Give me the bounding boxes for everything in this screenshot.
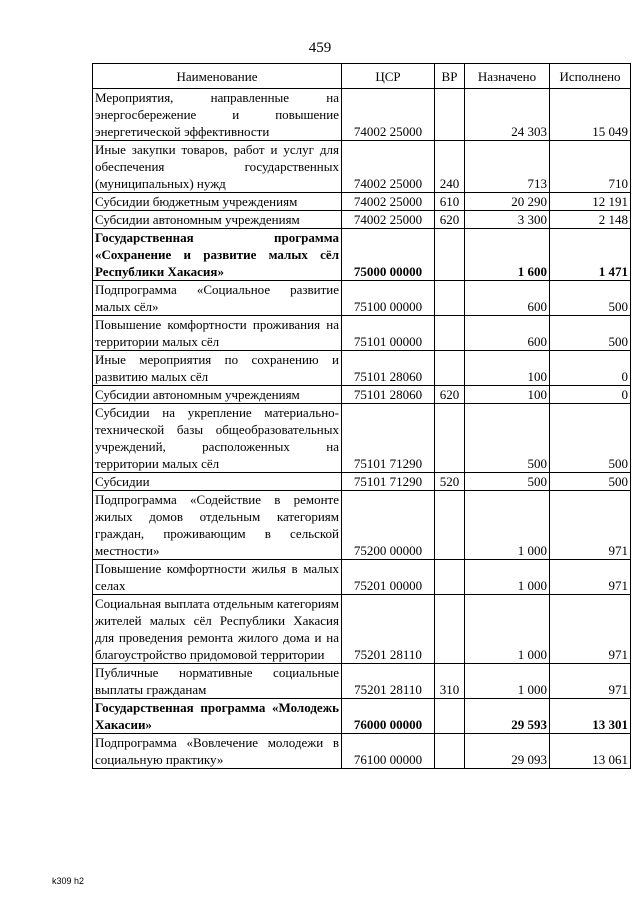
table-row bbox=[93, 491, 631, 560]
cell-csr: 74002 25000 bbox=[342, 193, 435, 211]
cell-done: 971 bbox=[550, 560, 631, 595]
cell-name: Социальная выплата отдельным категориям жителей малых сёл Республики Хакасия для проведения ремонта жилого дома и на благоустройство придомовой территории bbox=[93, 595, 342, 664]
cell-vr: 240 bbox=[435, 141, 465, 193]
cell-assigned: 500 bbox=[465, 404, 550, 473]
cell-assigned: 24 303 bbox=[465, 89, 550, 141]
cell-vr bbox=[435, 491, 465, 560]
cell-csr: 75101 28060 bbox=[342, 386, 435, 404]
cell-csr: 74002 25000 bbox=[342, 211, 435, 229]
cell-assigned: 29 593 bbox=[465, 699, 550, 734]
table-row bbox=[93, 193, 631, 211]
table-row bbox=[93, 141, 631, 193]
cell-name: Субсидии автономным учреждениям bbox=[93, 211, 342, 229]
cell-done: 971 bbox=[550, 664, 631, 699]
cell-csr: 75200 00000 bbox=[342, 491, 435, 560]
footer-code: k309 h2 bbox=[52, 876, 85, 886]
cell-vr: 520 bbox=[435, 473, 465, 491]
cell-csr: 74002 25000 bbox=[342, 141, 435, 193]
cell-assigned: 1 000 bbox=[465, 595, 550, 664]
table-row bbox=[93, 386, 631, 404]
header-vr: ВР bbox=[435, 64, 465, 89]
cell-name: Субсидии на укрепление материально-технической базы общеобразовательных учреждений, расположенных на территории малых сёл bbox=[93, 404, 342, 473]
cell-name: Иные закупки товаров, работ и услуг для обеспечения государственных (муниципальных) нужд bbox=[93, 141, 342, 193]
cell-done: 500 bbox=[550, 281, 631, 316]
cell-assigned: 500 bbox=[465, 473, 550, 491]
cell-assigned: 100 bbox=[465, 386, 550, 404]
cell-vr: 310 bbox=[435, 664, 465, 699]
header-csr: ЦСР bbox=[342, 64, 435, 89]
cell-csr: 75101 71290 bbox=[342, 473, 435, 491]
cell-done: 13 061 bbox=[550, 734, 631, 769]
table-body bbox=[93, 89, 631, 769]
table-row bbox=[93, 699, 631, 734]
cell-vr bbox=[435, 281, 465, 316]
cell-vr bbox=[435, 316, 465, 351]
table-header-row bbox=[93, 64, 631, 89]
cell-vr bbox=[435, 89, 465, 141]
header-name: Наименование bbox=[93, 64, 342, 89]
cell-done: 500 bbox=[550, 316, 631, 351]
cell-done: 971 bbox=[550, 491, 631, 560]
cell-vr: 620 bbox=[435, 386, 465, 404]
table-row bbox=[93, 211, 631, 229]
cell-done: 13 301 bbox=[550, 699, 631, 734]
cell-csr: 75000 00000 bbox=[342, 229, 435, 281]
cell-assigned: 1 600 bbox=[465, 229, 550, 281]
cell-done: 2 148 bbox=[550, 211, 631, 229]
page-number: 459 bbox=[308, 40, 332, 56]
cell-done: 971 bbox=[550, 595, 631, 664]
table-row bbox=[93, 404, 631, 473]
cell-csr: 75101 00000 bbox=[342, 316, 435, 351]
table-row bbox=[93, 316, 631, 351]
cell-assigned: 29 093 bbox=[465, 734, 550, 769]
cell-csr: 75100 00000 bbox=[342, 281, 435, 316]
cell-name: Государственная программа «Молодежь Хакасии» bbox=[93, 699, 342, 734]
cell-assigned: 600 bbox=[465, 316, 550, 351]
cell-assigned: 600 bbox=[465, 281, 550, 316]
cell-name: Иные мероприятия по сохранению и развитию малых сёл bbox=[93, 351, 342, 386]
table-row bbox=[93, 734, 631, 769]
cell-done: 15 049 bbox=[550, 89, 631, 141]
cell-assigned: 1 000 bbox=[465, 664, 550, 699]
header-assigned: Назначено bbox=[465, 64, 550, 89]
cell-vr: 620 bbox=[435, 211, 465, 229]
cell-name: Субсидии автономным учреждениям bbox=[93, 386, 342, 404]
budget-table bbox=[92, 63, 631, 769]
cell-csr: 75101 28060 bbox=[342, 351, 435, 386]
cell-vr bbox=[435, 351, 465, 386]
cell-done: 500 bbox=[550, 404, 631, 473]
cell-vr bbox=[435, 404, 465, 473]
cell-assigned: 3 300 bbox=[465, 211, 550, 229]
cell-name: Мероприятия, направленные на энергосбережение и повышение энергетической эффективности bbox=[93, 89, 342, 141]
cell-csr: 75201 28110 bbox=[342, 595, 435, 664]
cell-name: Субсидии бюджетным учреждениям bbox=[93, 193, 342, 211]
cell-vr bbox=[435, 229, 465, 281]
cell-done: 1 471 bbox=[550, 229, 631, 281]
table-row bbox=[93, 351, 631, 386]
cell-csr: 75201 28110 bbox=[342, 664, 435, 699]
cell-vr bbox=[435, 699, 465, 734]
cell-name: Субсидии bbox=[93, 473, 342, 491]
cell-done: 500 bbox=[550, 473, 631, 491]
cell-csr: 75101 71290 bbox=[342, 404, 435, 473]
cell-name: Повышение комфортности жилья в малых селах bbox=[93, 560, 342, 595]
cell-done: 0 bbox=[550, 351, 631, 386]
cell-name: Публичные нормативные социальные выплаты гражданам bbox=[93, 664, 342, 699]
cell-done: 12 191 bbox=[550, 193, 631, 211]
table-row bbox=[93, 89, 631, 141]
cell-csr: 76000 00000 bbox=[342, 699, 435, 734]
cell-csr: 75201 00000 bbox=[342, 560, 435, 595]
cell-name: Повышение комфортности проживания на территории малых сёл bbox=[93, 316, 342, 351]
header-done: Исполнено bbox=[550, 64, 631, 89]
cell-vr bbox=[435, 560, 465, 595]
cell-vr bbox=[435, 595, 465, 664]
table-row bbox=[93, 229, 631, 281]
cell-done: 0 bbox=[550, 386, 631, 404]
table-row bbox=[93, 664, 631, 699]
cell-vr bbox=[435, 734, 465, 769]
cell-assigned: 100 bbox=[465, 351, 550, 386]
cell-assigned: 713 bbox=[465, 141, 550, 193]
table-row bbox=[93, 473, 631, 491]
cell-name: Государственная программа «Сохранение и развитие малых сёл Республики Хакасия» bbox=[93, 229, 342, 281]
cell-name: Подпрограмма «Социальное развитие малых сёл» bbox=[93, 281, 342, 316]
cell-assigned: 1 000 bbox=[465, 560, 550, 595]
cell-name: Подпрограмма «Вовлечение молодежи в социальную практику» bbox=[93, 734, 342, 769]
cell-csr: 76100 00000 bbox=[342, 734, 435, 769]
cell-assigned: 20 290 bbox=[465, 193, 550, 211]
table-row bbox=[93, 595, 631, 664]
cell-assigned: 1 000 bbox=[465, 491, 550, 560]
table-row bbox=[93, 560, 631, 595]
cell-vr: 610 bbox=[435, 193, 465, 211]
cell-csr: 74002 25000 bbox=[342, 89, 435, 141]
cell-done: 710 bbox=[550, 141, 631, 193]
cell-name: Подпрограмма «Содействие в ремонте жилых домов отдельным категориям граждан, проживающим в сельской местности» bbox=[93, 491, 342, 560]
table-row bbox=[93, 281, 631, 316]
